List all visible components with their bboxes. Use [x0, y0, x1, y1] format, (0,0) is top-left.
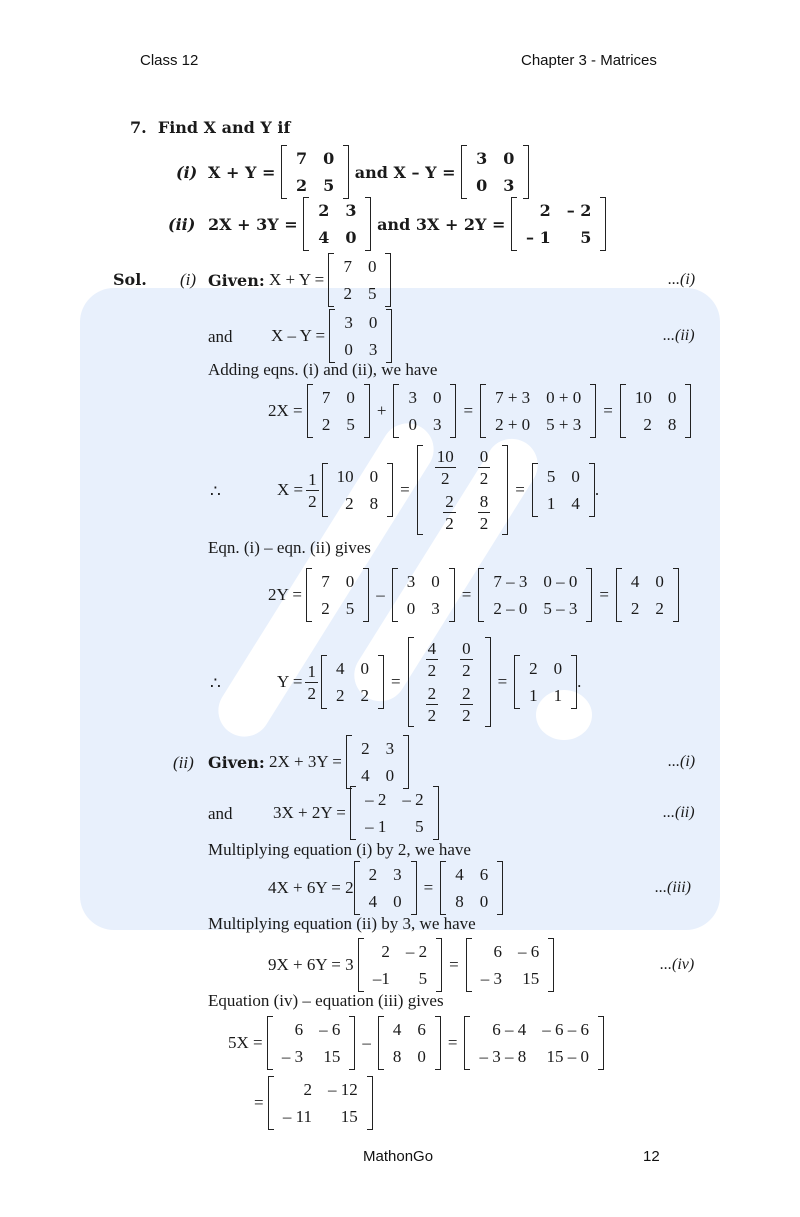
matrix: 3 0 0 3 — [393, 384, 456, 438]
matrix: 7 – 3 0 – 0 2 – 0 5 – 3 — [478, 568, 592, 622]
equation-ref: ...(i) — [668, 271, 696, 288]
therefore-symbol: ∴ — [210, 674, 221, 693]
explanation-text: Equation (iv) – equation (iii) gives — [208, 991, 444, 1010]
matrix: 7 + 3 0 + 0 2 + 0 5 + 3 — [480, 384, 596, 438]
equation-lhs: and 3X + 2Y = — [377, 214, 506, 234]
equation-lhs: and X – Y = — [354, 162, 456, 182]
footer-brand: MathonGo — [363, 1148, 434, 1165]
matrix: 2 3 4 0 — [354, 861, 417, 915]
given-label: Given: — [208, 270, 265, 290]
footer-page-number: 12 — [643, 1148, 660, 1165]
solution-label: Sol. — [113, 270, 147, 289]
given-label: Given: — [208, 752, 265, 772]
header-chapter-title: Chapter 3 - Matrices — [521, 52, 657, 69]
given-equation-1 — [208, 254, 391, 306]
explanation-text: Adding eqns. (i) and (ii), we have — [208, 360, 438, 379]
given-equation-2 — [271, 310, 392, 362]
equation-ref: ...(iv) — [660, 956, 695, 973]
matrix: 4 6 8 0 — [440, 861, 503, 915]
and-label: and — [208, 804, 233, 823]
step-2y: 2Y = 7 0 2 5 – 3 0 0 3 = 7 – 3 0 – 0 2 – 0 5 – 3 = 4 0 2 2 — [268, 568, 679, 622]
given-equation-1 — [208, 736, 409, 788]
equation-ref: ...(iii) — [655, 879, 691, 896]
matrix: 2 3 4 0 — [346, 735, 409, 789]
matrix: 4 0 2 2 — [616, 568, 679, 622]
matrix: 10 0 2 8 — [620, 384, 692, 438]
question-heading — [130, 118, 290, 137]
matrix: 6 – 4 – 6 – 6 – 3 – 8 15 – 0 — [464, 1016, 604, 1070]
matrix: 2 – 2 – 1 5 — [511, 197, 606, 251]
question-number: 7. — [130, 118, 147, 137]
matrix: 6 – 6 – 3 15 — [466, 938, 555, 992]
equation-lhs: 2X + 3Y = — [208, 214, 298, 234]
result-matrix: 2 0 1 1 — [514, 655, 577, 709]
explanation-text: Multiplying equation (i) by 2, we have — [208, 840, 471, 859]
matrix: 7 0 2 5 — [328, 253, 391, 307]
equation-lhs: X + Y = — [208, 162, 276, 182]
given-equation-2 — [273, 787, 439, 839]
equation-ref: ...(ii) — [663, 804, 695, 821]
equation-lhs: X + Y = — [269, 270, 325, 289]
part-label: (i) — [180, 270, 197, 289]
equation-lhs: 2X + 3Y = — [269, 752, 342, 771]
matrix: 3 0 0 3 — [329, 309, 392, 363]
fraction: $\frac{1}{2}$ — [307, 661, 316, 703]
fraction-matrix: $\frac{4}{2}$ $\frac{0}{2}$ $\frac{2}{2}$ $\frac{2}{2}$ — [408, 637, 491, 727]
equation-4: 9X + 6Y = 3 2 – 2 –1 5 = 6 – 6 – 3 15 — [268, 938, 554, 992]
explanation-text: Eqn. (i) – eqn. (ii) gives — [208, 538, 371, 557]
matrix: 7 0 2 5 — [307, 384, 370, 438]
matrix: 7 0 2 5 — [306, 568, 369, 622]
result-matrix: 5 0 1 4 — [532, 463, 595, 517]
matrix: 3 0 0 3 — [461, 145, 529, 199]
question-part-ii — [168, 198, 606, 250]
part-label: (i) — [176, 162, 198, 182]
step-5x-result: = 2 – 12 – 11 15 — [254, 1076, 373, 1130]
matrix: – 2 – 2 – 1 5 — [350, 786, 439, 840]
matrix: 7 0 2 5 — [281, 145, 349, 199]
matrix: 3 0 0 3 — [392, 568, 455, 622]
question-title: Find X and Y if — [157, 118, 291, 137]
step-x: X = $\frac{1}{2}$ 10 0 2 8 = $\frac{10}{2}$ $\frac{0}{2}$ $\frac{2}{2}$ $\frac{8}{2}$ = 5 0 1 4 . — [277, 447, 600, 533]
equation-lhs: 3X + 2Y = — [273, 803, 346, 822]
step-5x: 5X = 6 – 6 – 3 15 – 4 6 8 0 = 6 – 4 – 6 – 6 – 3 – 8 15 – 0 — [228, 1016, 604, 1070]
result-matrix: 2 – 12 – 11 15 — [268, 1076, 373, 1130]
part-label: (ii) — [173, 753, 194, 772]
matrix: 6 – 6 – 3 15 — [267, 1016, 356, 1070]
fraction-matrix: $\frac{10}{2}$ $\frac{0}{2}$ $\frac{2}{2}$ $\frac{8}{2}$ — [417, 445, 509, 535]
equation-ref: ...(ii) — [663, 327, 695, 344]
matrix: 10 0 2 8 — [322, 463, 394, 517]
step-y: Y = $\frac{1}{2}$ 4 0 2 2 = $\frac{4}{2}$ $\frac{0}{2}$ $\frac{2}{2}$ $\frac{2}{2}$ = 2 0 1 1 . — [277, 639, 582, 725]
step-2x: 2X = 7 0 2 5 + 3 0 0 3 = 7 + 3 0 + 0 2 + 0 5 + 3 = 10 0 2 8 — [268, 384, 691, 438]
matrix: 2 – 2 –1 5 — [358, 938, 442, 992]
fraction: $\frac{1}{2}$ — [308, 469, 317, 511]
header-class-label: Class 12 — [140, 52, 199, 69]
and-label: and — [208, 327, 233, 346]
part-label: (ii) — [168, 214, 196, 234]
therefore-symbol: ∴ — [210, 482, 221, 501]
equation-3: 4X + 6Y = 2 2 3 4 0 = 4 6 8 0 — [268, 862, 503, 914]
question-part-i — [176, 146, 529, 198]
explanation-text: Multiplying equation (ii) by 3, we have — [208, 914, 476, 933]
equation-lhs: X – Y = — [271, 326, 326, 345]
matrix: 2 3 4 0 — [303, 197, 371, 251]
matrix: 4 6 8 0 — [378, 1016, 441, 1070]
matrix: 4 0 2 2 — [321, 655, 384, 709]
equation-ref: ...(i) — [668, 753, 696, 770]
